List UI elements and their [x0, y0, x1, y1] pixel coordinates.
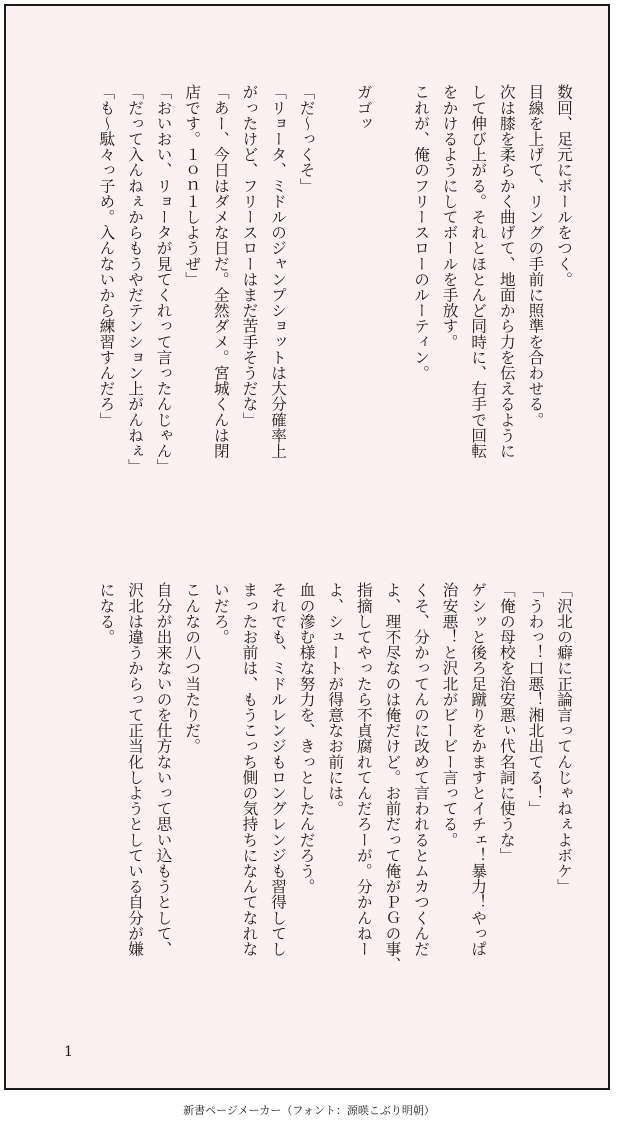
text-line: して伸び上がる。それとほとんど同時に、右手で回転 [469, 84, 488, 459]
text-line: ガゴッ [354, 84, 373, 131]
footer-credit: 新書ページメーカー（フォント：源暎こぶり明朝） [183, 1104, 435, 1117]
text-line: 「うわっ！口悪！湘北出てる！」 [526, 582, 545, 816]
text-line: をかけるようにしてボールを手放す。 [440, 84, 459, 350]
text-line: 数回、足元にボールをつく。 [555, 84, 573, 287]
text-line: 「沢北の癖に正論言ってんじゃねぇよボケ」 [555, 582, 573, 894]
text-line: 店です。１ｏｎ１しようぜ」 [183, 84, 202, 287]
text-line: 「あー、今日はダメな日だ。全然ダメ。宮城くんは閉 [211, 84, 230, 459]
text-line: 自分が出来ないのを仕方ないって思い込もうとして、 [154, 582, 173, 957]
text-line: 次は膝を柔らかく曲げて、地面から力を伝えるように [497, 84, 516, 459]
text-line: 治安悪！と沢北がビービー言ってる。 [440, 582, 459, 848]
text-line: 「おいおい、リョータが見てくれって言ったんじゃん」 [154, 84, 173, 474]
text-line: よ、理不尽なのは俺だけど。お前だって俺がＰＧの事、 [383, 582, 402, 972]
text-line: 沢北は違うからって正当化しようとしている自分が嫌 [126, 582, 144, 957]
text-line: ゲシッと後ろ足蹴りをかますとイチェ！暴力！やっぱ [469, 582, 488, 957]
text-line: それでも、ミドルレンジもロングレンジも習得してし [269, 582, 287, 957]
text-line: になる。 [97, 582, 116, 645]
text-line: 「だって入んねぇからもうやだテンション上がんねぇ」 [126, 84, 144, 474]
text-line: いだろ。 [211, 582, 230, 645]
text-line: よ、シュートが得意なお前には。 [326, 582, 345, 816]
text-line: 「も〜駄々っ子め。入んないから練習すんだろ」 [97, 84, 116, 428]
text-line: 「リョータ、ミドルのジャンプショットは大分確率上 [269, 84, 287, 459]
text-line: 目線を上げて、リングの手前に照準を合わせる。 [526, 84, 545, 428]
text-line: がったけど、フリースローはまだ苦手そうだな」 [240, 84, 259, 428]
text-line: 「俺の母校を治安悪ぃ代名詞に使うな」 [497, 582, 516, 863]
text-line: くそ、分かってんのに改めて言われるとムカつくんだ [412, 582, 430, 957]
text-line: 指摘してやったら不貞腐れてんだろーが。分かんねー [354, 582, 373, 957]
text-line: まったお前は、もうこっち側の気持ちになんてなれな [240, 582, 259, 957]
manuscript-page [4, 4, 610, 1090]
text-line: 血の滲む様な努力を、きっとしたんだろう。 [297, 582, 316, 894]
text-line: こんなの八つ当たりだ。 [183, 582, 202, 754]
text-line: これが、俺のフリースローのルーティン。 [412, 84, 430, 381]
page-number: 1 [64, 1044, 73, 1060]
text-line: 「だ〜っくそ」 [297, 84, 316, 194]
